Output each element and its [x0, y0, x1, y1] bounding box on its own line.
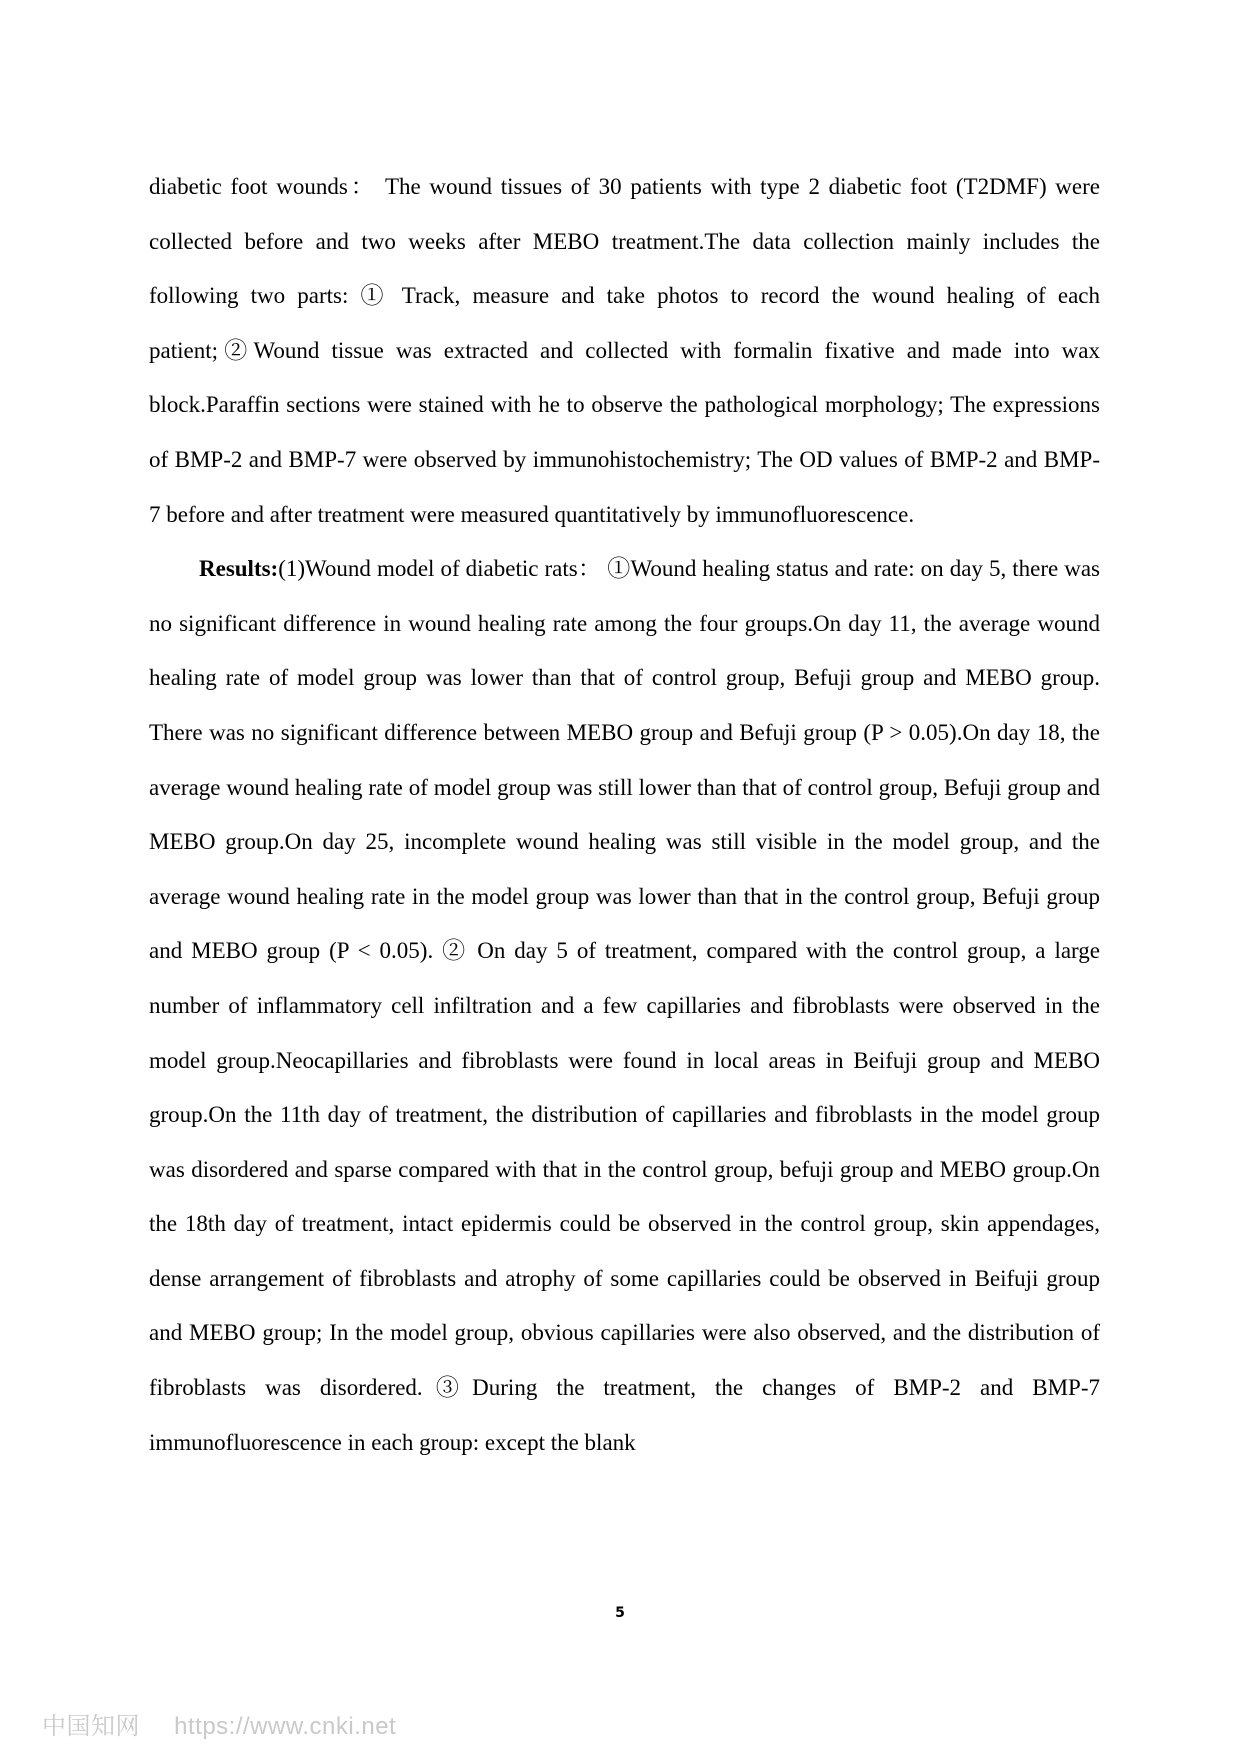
- paragraph-methods-continued: diabetic foot wounds： The wound tissues of 30 patients with type 2 diabetic foot (T2DMF) were collected before and two weeks after MEBO treatment.The data collection mainly includes the following two parts: ① Track, measure and take photos to record the wound healing of each patient;②Wound tissue was extracted and collected with formalin fixative and made into wax block.Paraffin sections were stained with he to observe the pathological morphology; The expressions of BMP-2 and BMP-7 were observed by immunohistochemistry; The OD values of BMP-2 and BMP-7 before and after treatment were measured quantitatively by immunofluorescence.: [149, 174, 1100, 527]
- cnki-watermark: [42, 1706, 396, 1741]
- page-number: 5: [615, 1605, 625, 1621]
- watermark-brand: 中国知网: [42, 1712, 140, 1740]
- paragraph-results: [149, 542, 1100, 1470]
- watermark-url: https://www.cnki.net: [174, 1713, 397, 1740]
- results-text: (1)Wound model of diabetic rats： ①Wound healing status and rate: on day 5, there was no significant difference in wound healing rate among the four groups.On day 11, the average wound healing rate of model group was lower than that of control group, Befuji group and MEBO group. There was no significant difference between MEBO group and Befuji group (P > 0.05).On day 18, the average wound healing rate of model group was still lower than that of control group, Befuji group and MEBO group.On day 25, incomplete wound healing was still visible in the model group, and the average wound healing rate in the model group was lower than that in the control group, Befuji group and MEBO group (P < 0.05). ② On day 5 of treatment, compared with the control group, a large number of inflammatory cell infiltration and a few capillaries and fibroblasts were observed in the model group.Neocapillaries and fibroblasts were found in local areas in Beifuji group and MEBO group.On the 11th day of treatment, the distribution of capillaries and fibroblasts in the model group was disordered and sparse compared with that in the control group, befuji group and MEBO group.On the 18th day of treatment, intact epidermis could be observed in the control group, skin appendages, dense arrangement of fibroblasts and atrophy of some capillaries could be observed in Beifuji group and MEBO group; In the model group, obvious capillaries were also observed, and the distribution of fibroblasts was disordered.③During the treatment, the changes of BMP-2 and BMP-7 immunofluorescence in each group: except the blank: [149, 556, 1100, 1455]
- body-text: [149, 160, 1100, 1470]
- results-label: Results:: [199, 556, 279, 582]
